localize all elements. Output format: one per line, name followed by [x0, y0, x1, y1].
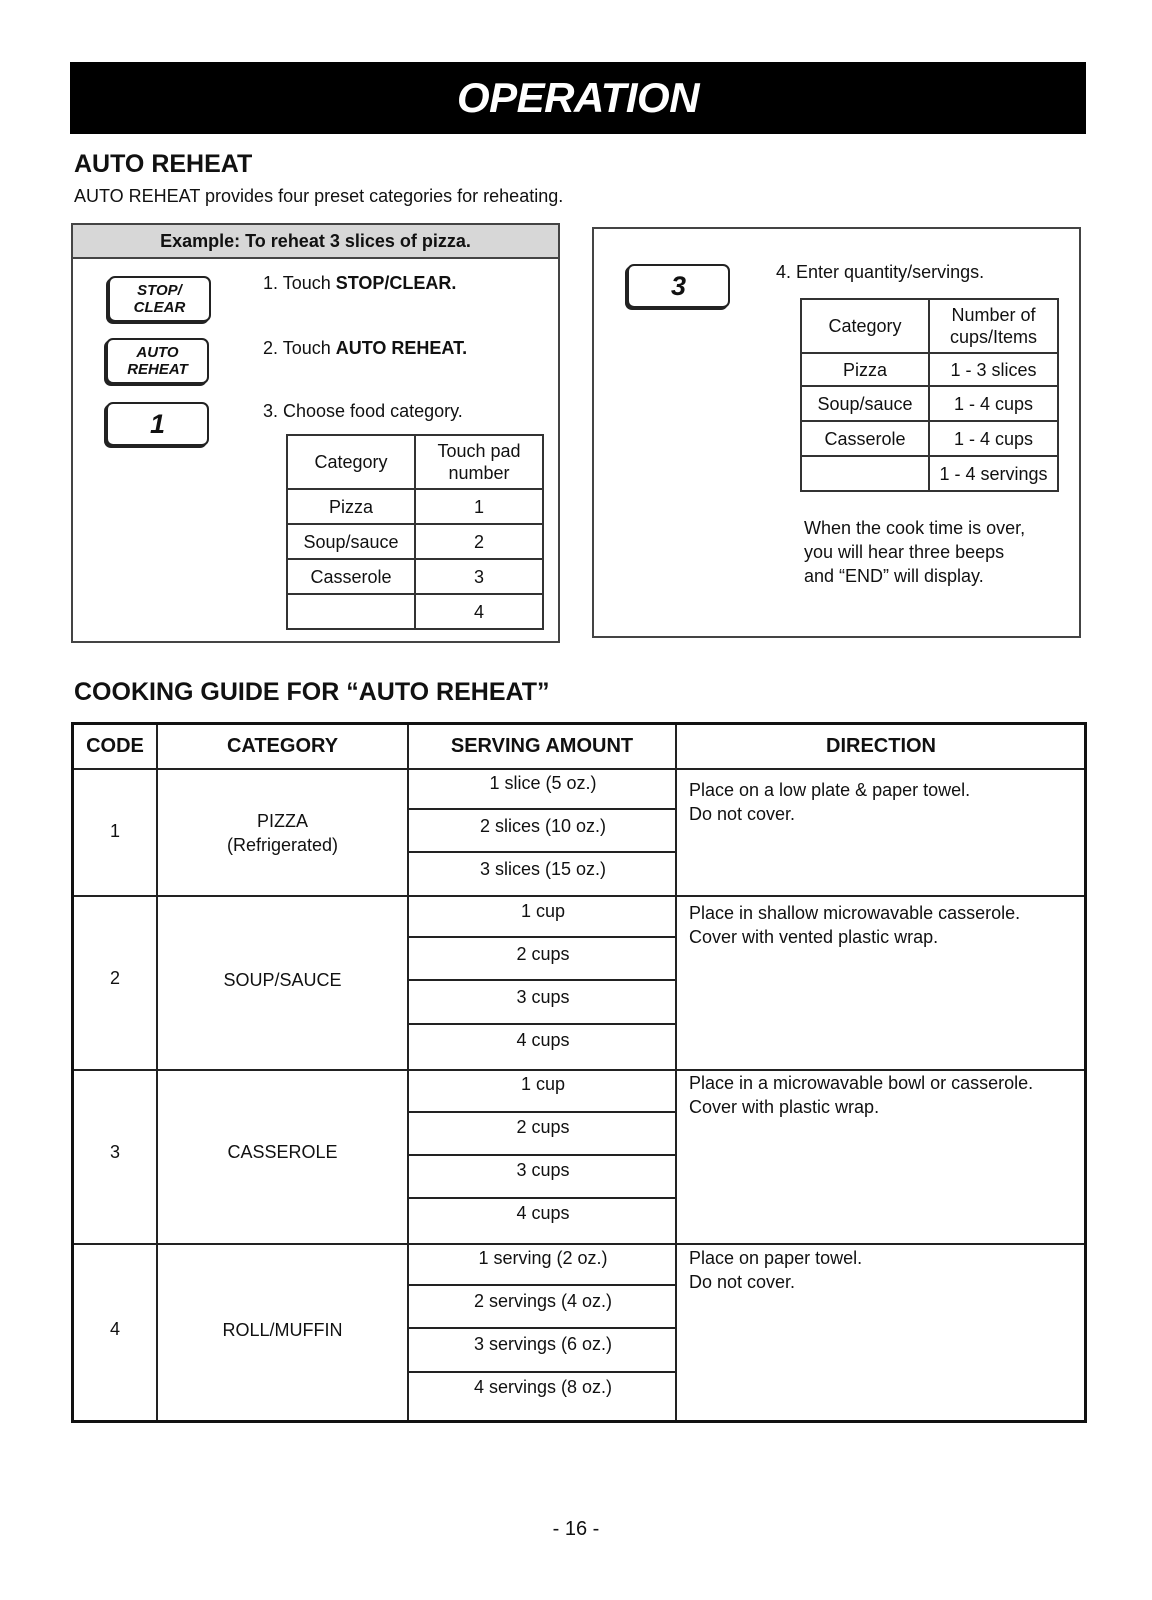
quantity-table-cell: 1 - 4 cups	[929, 421, 1058, 456]
serving-divider	[409, 1284, 677, 1286]
header-title: OPERATION	[456, 74, 700, 121]
cooking-guide-title: COOKING GUIDE FOR “AUTO REHEAT”	[74, 678, 550, 706]
header-direction: DIRECTION	[826, 735, 936, 757]
auto-reheat-pad	[106, 338, 209, 384]
step-2-prefix: 2. Touch	[263, 338, 336, 358]
direction-cell: Place on a low plate & paper towel. Do not cover.	[689, 780, 971, 824]
serving-cell: 2 cups	[516, 1117, 570, 1137]
serving-cell: 4 cups	[516, 1030, 570, 1050]
category-table-cell: Casserole	[287, 559, 415, 594]
category-table-header-category: Category	[287, 435, 415, 489]
step-1	[263, 273, 456, 294]
code-cell: 2	[109, 968, 120, 988]
quantity-table-cell: 1 - 3 slices	[929, 353, 1058, 386]
serving-cell: 2 servings (4 oz.)	[473, 1291, 613, 1311]
number-3-pad	[627, 264, 730, 308]
serving-cell: 1 cup	[520, 1074, 566, 1094]
category-table-cell: 3	[415, 559, 543, 594]
page-header-bar	[70, 62, 1086, 134]
code-cell: 4	[109, 1319, 120, 1339]
example-title: Example: To reheat 3 slices of pizza.	[73, 225, 558, 259]
auto-reheat-title: AUTO REHEAT	[74, 150, 253, 178]
category-table-header-pad: Touch pad number	[415, 435, 543, 489]
direction-cell: Place in shallow microwavable casserole. Cover with vented plastic wrap.	[689, 903, 1021, 947]
direction-cell: Place in a microwavable bowl or casserole. Cover with plastic wrap.	[689, 1073, 1034, 1117]
serving-divider	[409, 1327, 677, 1329]
category-cell: PIZZA (Refrigerated)	[226, 811, 339, 855]
serving-divider	[409, 936, 677, 938]
serving-cell: 1 cup	[520, 901, 566, 921]
serving-cell: 1 slice (5 oz.)	[489, 773, 597, 793]
stop-clear-pad-label: STOP/ CLEAR	[133, 282, 186, 316]
code-cell: 3	[109, 1142, 120, 1162]
serving-cell: 3 servings (6 oz.)	[473, 1334, 613, 1354]
category-table	[286, 434, 544, 630]
category-table-cell	[287, 594, 415, 629]
header-code: CODE	[86, 735, 144, 757]
category-cell: SOUP/SAUCE	[223, 970, 342, 990]
auto-reheat-intro: AUTO REHEAT provides four preset categories for reheating.	[74, 186, 564, 206]
step-1-prefix: 1. Touch	[263, 273, 336, 293]
serving-cell: 3 cups	[516, 987, 570, 1007]
category-table-cell: 4	[415, 594, 543, 629]
end-note: When the cook time is over, you will hear three beeps and “END” will display.	[804, 518, 1026, 586]
serving-divider	[409, 851, 677, 853]
serving-divider	[409, 1154, 677, 1156]
serving-cell: 4 cups	[516, 1203, 570, 1223]
stop-clear-pad	[108, 276, 211, 322]
cooking-guide-table	[71, 722, 1087, 1423]
serving-divider	[409, 1371, 677, 1373]
code-cell: 1	[109, 821, 120, 841]
row-divider	[74, 1243, 1084, 1245]
category-cell: CASSEROLE	[227, 1142, 338, 1162]
serving-cell: 2 slices (10 oz.)	[479, 816, 607, 836]
serving-divider	[409, 979, 677, 981]
number-1-pad-label: 1	[149, 408, 166, 439]
quantity-table-cell	[801, 456, 929, 491]
direction-cell: Place on paper towel. Do not cover.	[689, 1248, 863, 1292]
header-category: CATEGORY	[226, 735, 339, 757]
row-divider	[74, 895, 1084, 897]
quantity-table-cell: 1 - 4 servings	[929, 456, 1058, 491]
category-table-cell: Soup/sauce	[287, 524, 415, 559]
serving-cell: 3 slices (15 oz.)	[479, 859, 607, 879]
row-divider	[74, 768, 1084, 770]
serving-divider	[409, 808, 677, 810]
step-4: 4. Enter quantity/servings.	[776, 262, 985, 282]
serving-cell: 1 serving (2 oz.)	[478, 1248, 608, 1268]
number-3-pad-label: 3	[670, 270, 687, 301]
serving-divider	[409, 1111, 677, 1113]
quantity-table	[800, 298, 1059, 492]
category-cell: ROLL/MUFFIN	[222, 1320, 343, 1340]
serving-divider	[409, 1023, 677, 1025]
serving-divider	[409, 1197, 677, 1199]
category-table-cell: Pizza	[287, 489, 415, 524]
quantity-table-header-category: Category	[801, 299, 929, 353]
serving-cell: 4 servings (8 oz.)	[473, 1377, 613, 1397]
quantity-table-cell: 1 - 4 cups	[929, 386, 1058, 421]
category-table-cell: 2	[415, 524, 543, 559]
auto-reheat-pad-label: AUTO REHEAT	[127, 344, 188, 378]
quantity-table-cell: Soup/sauce	[801, 386, 929, 421]
quantity-table-header-number: Number of cups/Items	[929, 299, 1058, 353]
quantity-table-cell: Pizza	[801, 353, 929, 386]
step-2-key: AUTO REHEAT.	[335, 338, 468, 358]
step-1-key: STOP/CLEAR.	[335, 273, 457, 293]
header-serving-amount: SERVING AMOUNT	[450, 735, 634, 757]
serving-cell: 2 cups	[516, 944, 570, 964]
step-2	[263, 338, 467, 359]
step-3: 3. Choose food category.	[263, 401, 463, 421]
serving-cell: 3 cups	[516, 1160, 570, 1180]
page-number: - 16 -	[552, 1518, 600, 1540]
number-1-pad	[106, 402, 209, 446]
quantity-table-cell: Casserole	[801, 421, 929, 456]
category-table-cell: 1	[415, 489, 543, 524]
